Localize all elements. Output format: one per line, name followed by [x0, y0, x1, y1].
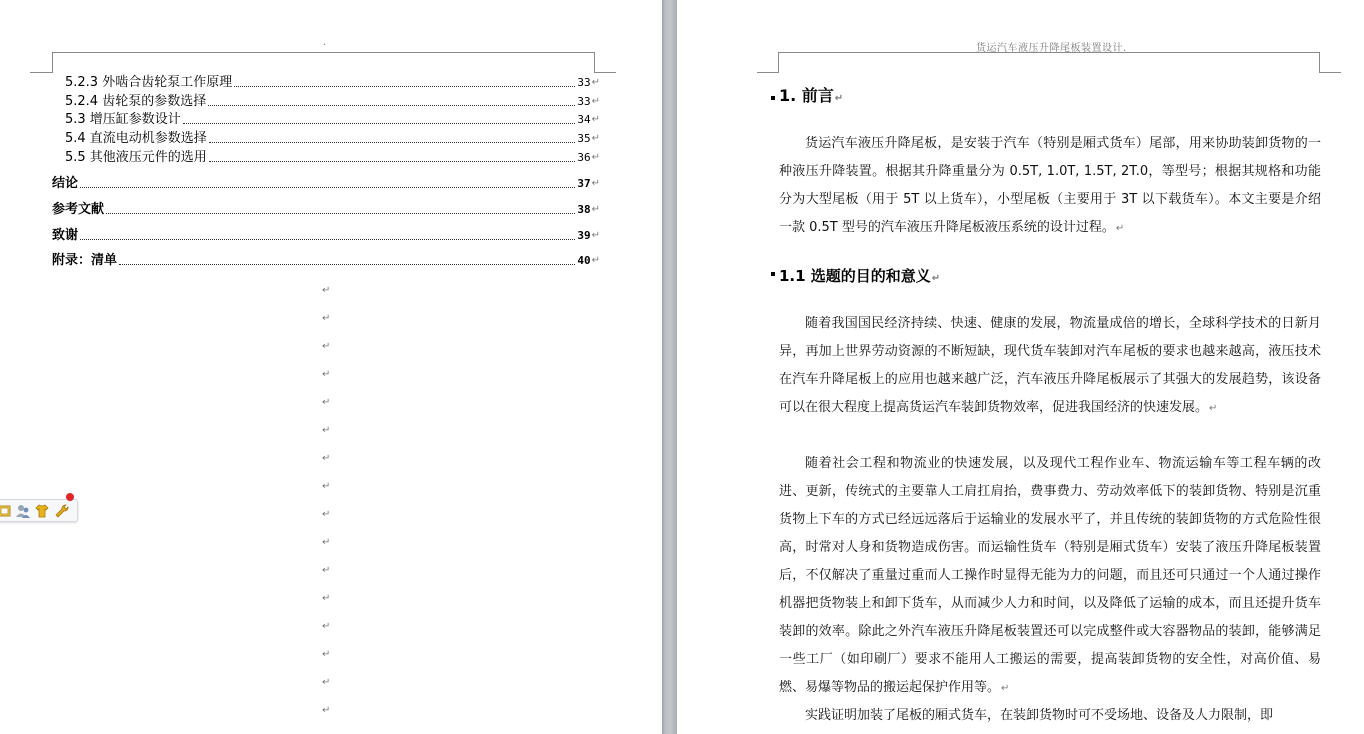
paragraph-mark: ↵ — [591, 114, 600, 125]
toc-entry[interactable] — [52, 253, 600, 269]
toc-page: 36 — [577, 151, 591, 164]
heading-text: 1.1 选题的目的和意义 — [779, 267, 931, 285]
heading-purpose — [779, 265, 940, 286]
paragraph-mark: ↵ — [1115, 223, 1125, 234]
toc-title: 5.2.4 齿轮泵的参数选择 — [65, 94, 207, 109]
toc-entry[interactable] — [65, 150, 600, 166]
header-line — [52, 52, 594, 53]
header-corner-left — [52, 52, 53, 72]
toc-page: 38 — [577, 203, 591, 216]
toc-title: 5.4 直流电动机参数选择 — [65, 131, 207, 146]
empty-paragraph-mark: ↵ — [322, 509, 331, 520]
empty-paragraph-mark: ↵ — [322, 565, 331, 576]
paragraph-mark: ↵ — [591, 77, 600, 88]
shirt-icon[interactable] — [34, 503, 50, 519]
paragraph-mark: ↵ — [591, 204, 600, 215]
header-corner-left — [778, 52, 779, 72]
toc-title: 结论 — [52, 176, 79, 191]
toc-page: 33 — [577, 95, 591, 108]
toc-entry[interactable] — [65, 131, 600, 147]
empty-paragraph-mark: ↵ — [322, 537, 331, 548]
paragraph-mark: ↵ — [591, 230, 600, 241]
floating-toolbar — [0, 499, 78, 522]
empty-paragraph-mark: ↵ — [322, 369, 331, 380]
empty-paragraph-mark: ↵ — [322, 397, 331, 408]
header-corner-right — [594, 52, 595, 72]
header-corner-left-h — [30, 72, 53, 73]
empty-paragraph-mark: ↵ — [322, 621, 331, 632]
paragraph-mark: ↵ — [931, 273, 941, 284]
paragraph-mark: ↵ — [1209, 403, 1218, 414]
toc-entry[interactable] — [52, 202, 600, 218]
empty-paragraph-mark: ↵ — [322, 341, 331, 352]
toc-title: 参考文献 — [52, 202, 105, 217]
paragraph-mark: ↵ — [834, 93, 844, 104]
toc-title: 5.2.3 外啮合齿轮泵工作原理 — [65, 75, 233, 90]
header-corner-left-h — [757, 72, 779, 73]
empty-paragraph-mark: ↵ — [322, 285, 331, 296]
header-corner-right-h — [594, 72, 616, 73]
empty-paragraph-mark: ↵ — [322, 649, 331, 660]
empty-paragraph-mark: ↵ — [322, 453, 331, 464]
toc-title: 致谢 — [52, 228, 79, 243]
left-page — [0, 0, 662, 734]
paragraph-mark: ↵ — [591, 152, 600, 163]
heading-text: 1. 前言 — [779, 86, 834, 105]
body-paragraph: 随着社会工程和物流业的快速发展，以及现代工程作业车、物流运输车等工程车辆的改进、更新，传统式的主要靠人工肩扛肩抬，费事费力、劳动效率低下的装卸货物、特别是沉重货物上下车的方式已经远远落后于运输业的发展水平了，并且传统的装卸货物的方式危险性很高，时常对人身和货物造成伤害。而运输性货车（特别是厢式货车）安装了液压升降尾板装置后，不仅解决了重量过重而人工操作时显得无能为力的问题，而且还可只通过一个人通过操作机器把货物装上和卸下货车，从而减少人力和时间，以及降低了运输的成本，而且还提升货车装卸的效率。除此之外汽车液压升降尾板装置还可以完成整件或大容器物品的装卸，能够满足一些工厂（如印刷厂）要求不能用人工搬运的需要，提高装卸货物的安全性，对高价值、易燃、易爆等物品的搬运起保护作用等。↵ — [779, 456, 1321, 695]
toc-page: 34 — [577, 113, 591, 126]
empty-paragraph-mark: ↵ — [322, 705, 331, 716]
toc-title: 5.3 增压缸参数设计 — [65, 112, 181, 127]
users-icon[interactable] — [15, 503, 31, 519]
toc-page: 33 — [577, 76, 591, 89]
toc-page: 37 — [577, 177, 591, 190]
paragraph-mark: ↵ — [1001, 683, 1010, 694]
toc-page: 39 — [577, 229, 591, 242]
heading-preface — [779, 83, 843, 106]
paragraph-mark: ↵ — [591, 178, 600, 189]
toc-title: 5.5 其他液压元件的选用 — [65, 150, 207, 165]
notification-dot — [66, 493, 74, 501]
header-mark: . — [323, 37, 327, 48]
toc-entry[interactable] — [65, 75, 600, 91]
header-corner-right — [1319, 52, 1320, 72]
toc-page: 35 — [577, 132, 591, 145]
page-gutter — [662, 0, 677, 734]
empty-paragraph-mark: ↵ — [322, 313, 331, 324]
heading-bullet — [771, 96, 775, 100]
toc-entry[interactable] — [52, 228, 600, 244]
toc-entry[interactable] — [52, 176, 600, 192]
empty-paragraph-mark: ↵ — [322, 677, 331, 688]
empty-paragraph-mark: ↵ — [322, 593, 331, 604]
heading-bullet — [771, 272, 775, 276]
paragraph-mark: ↵ — [591, 133, 600, 144]
empty-paragraph-mark: ↵ — [322, 481, 331, 492]
body-paragraph: 实践证明加装了尾板的厢式货车，在装卸货物时可不受场地、设备及人力限制，即 — [805, 708, 1274, 723]
toc-title: 附录：清单 — [52, 253, 118, 268]
toc-entry[interactable] — [65, 112, 600, 128]
body-paragraph: 货运汽车液压升降尾板，是安装于汽车（特别是厢式货车）尾部，用来协助装卸货物的一种液压升降装置。根据其升降重量分为 0.5T, 1.0T, 1.5T, 2T.0，等型号；根据其规格和功能分为大型尾板（用于 5T 以上货车），小型尾板（主要用于 3T 以下载货车）。本文主要是介绍一款 0.5T 型号的汽车液压升降尾板液压系统的设计过程。↵ — [779, 136, 1321, 235]
toc-entry[interactable] — [65, 94, 600, 110]
layout-icon[interactable] — [0, 503, 13, 519]
wrench-icon[interactable] — [54, 503, 70, 519]
header-corner-right-h — [1319, 72, 1341, 73]
paragraph-mark: ↵ — [591, 96, 600, 107]
paragraph-mark: ↵ — [591, 255, 600, 266]
toc-page: 40 — [577, 254, 591, 267]
page-header-title: 货运汽车液压升降尾板装置设计. — [976, 43, 1127, 54]
empty-paragraph-mark: ↵ — [322, 425, 331, 436]
body-paragraph: 随着我国国民经济持续、快速、健康的发展，物流量成倍的增长，全球科学技术的日新月异，再加上世界劳动资源的不断短缺，现代货车装卸对汽车尾板的要求也越来越高，液压技术在汽车升降尾板上的应用也越来越广泛，汽车液压升降尾板展示了其强大的发展趋势，该设备可以在很大程度上提高货运汽车装卸货物效率，促进我国经济的快速发展。↵ — [779, 316, 1321, 415]
